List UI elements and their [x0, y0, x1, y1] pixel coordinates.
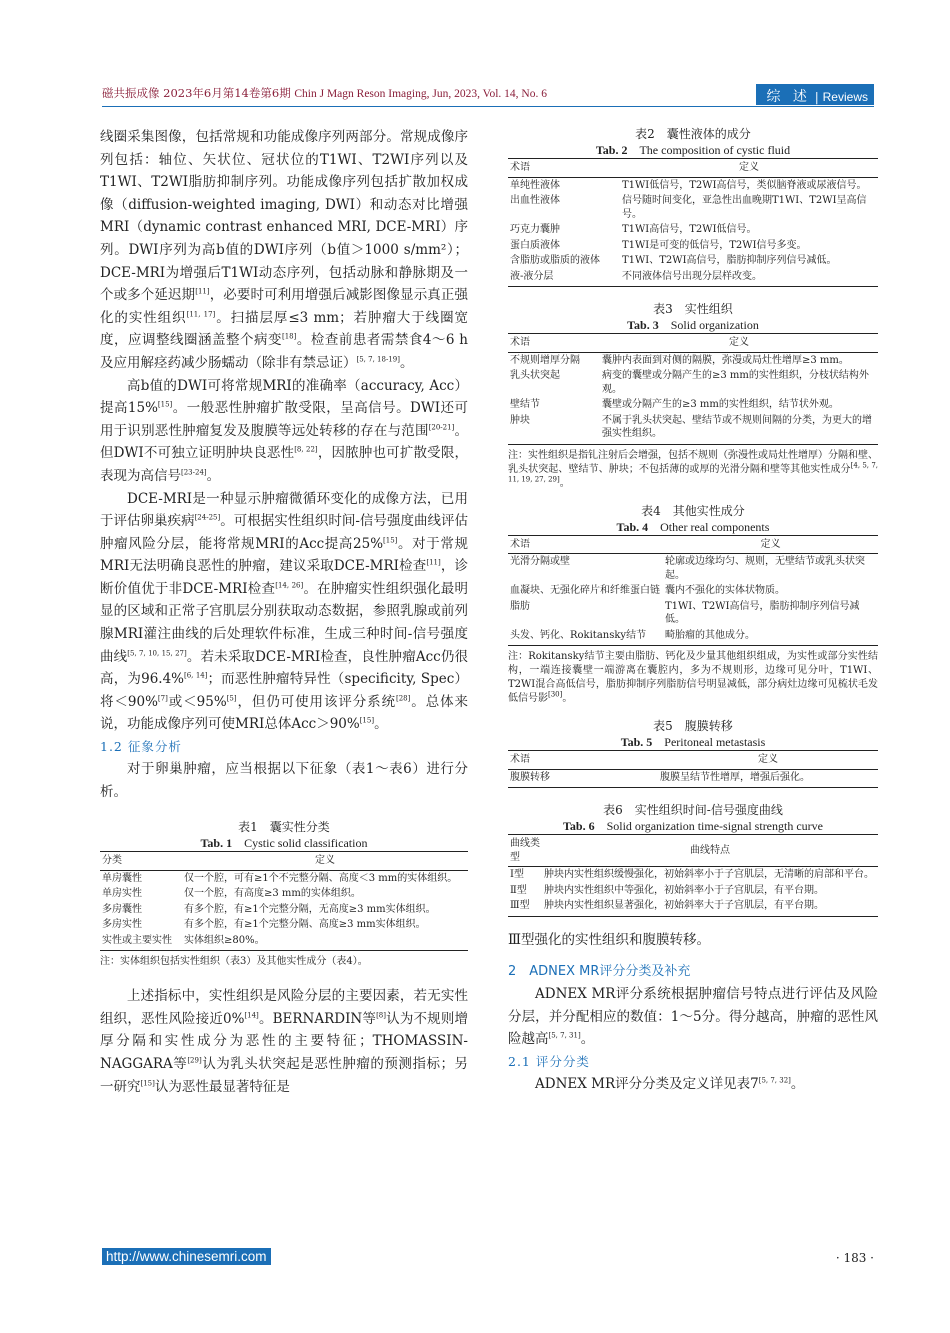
table-definition-cell: T1WI高信号，T2WI低信号。	[622, 224, 757, 235]
table-row	[508, 193, 878, 222]
table-5-grid	[508, 750, 878, 788]
page-number: · 183 ·	[835, 1251, 874, 1265]
website-link[interactable]: http://www.chinesemri.com	[102, 1248, 271, 1265]
table-definition-cell: 病变的囊壁或分隔产生的≥3 mm的实性组织，分枝状结构外观。	[602, 370, 869, 395]
table-term-cell: 单纯性液体	[510, 179, 560, 191]
table-term-cell: 含脂肪或脂质的液体	[510, 255, 600, 266]
table-3-caption-en: Tab. 3 Solid organization	[627, 318, 759, 332]
table-row	[508, 238, 878, 254]
table-row	[508, 769, 878, 788]
paragraph-table7-ref: ADNEX MR评分分类及定义详见表7[5, 7, 32]。	[535, 1075, 805, 1092]
table-definition-cell: 肿块内实性组织缓慢强化，初始斜率小于子宫肌层，无清晰的肩部和平台。	[544, 869, 874, 880]
table-definition-cell: 实体组织≥80%。	[182, 933, 468, 951]
paragraph-continuation: Ⅲ型强化的实性组织和腹膜转移。	[508, 931, 711, 948]
table-term-cell: 头发、钙化、Rokitansky结节	[508, 628, 663, 646]
table-definition-cell: 囊肿内表面到对侧的隔膜，弥漫或局灶性增厚≥3 mm。	[602, 354, 849, 366]
table-term-cell: 液-液分层	[508, 269, 620, 287]
table-term-cell: Ⅱ型	[510, 884, 527, 896]
table-2	[508, 126, 878, 287]
table-4	[508, 503, 878, 707]
table-4-note: 注：Rokitansky结节主要由脂肪、钙化及少量其他组织组成，为实性或部分实性结构，一端连接囊壁一端游离在囊腔内，多为不规则形，边缘可见分叶，T1WI、T2WI混合高低信号，脂肪抑制序列脂肪信号明显减低，部分病灶边缘可见梳状毛发低信号影[30]。	[508, 651, 878, 704]
table-term-cell: 肿块	[508, 413, 600, 445]
table-row	[508, 352, 878, 368]
table-1-note: 注：实体组织包括实性组织（表3）及其他实性成分（表4）。	[100, 956, 368, 968]
table-term-cell: 乳头状突起	[510, 370, 560, 381]
section-separator: |	[814, 90, 819, 104]
table-definition-cell: 畸胎瘤的其他成分。	[663, 628, 878, 646]
issue-zh: 2023年6月第14卷第6期	[163, 86, 291, 100]
table-definition-cell: T1WI低信号，T2WI高信号，类似脑脊液或尿液信号。	[622, 179, 867, 191]
table-1-caption-en: Tab. 1 Cystic solid classification	[200, 836, 368, 851]
table-definition-cell: 仅一个腔，可有≥1个不完整分隔、高度＜3 mm的实体组织。	[184, 872, 458, 884]
table-term-cell: 蛋白质液体	[510, 239, 560, 251]
table-term-cell: 巧克力囊肿	[510, 224, 560, 235]
table-term-cell: 不规则增厚分隔	[510, 354, 580, 366]
table-definition-cell: T1WI是可变的低信号，T2WI信号多变。	[622, 239, 807, 251]
table-5-caption-en: Tab. 5 Peritoneal metastasis	[620, 735, 766, 749]
paragraph-dce-mri: DCE-MRI是一种显示肿瘤微循环变化的成像方法，已用于评估卵巢疾病[24-25]。可根据实性组织时间-信号强度曲线评估肿瘤风险分层，能将常规MRI的Acc提高25%[15]。对于常规MRI无法明确良恶性的肿瘤，建议采取DCE-MRI检查[11]，诊断价值优于非DCE-MRI检查[14, 26]。在肿瘤实性组织强化最明显的区域和正常子宫肌层分别获取动态数据，参照乳腺或前列腺MRI灌注曲线的后处理软件标准，生成三种时间-信号强度曲线[5, 7, 10, 15, 27]。若未采取DCE-MRI检查，良性肿瘤Acc仍很高，为96.4%[6, 14]；而恶性肿瘤特异性（specificity, Spec）将＜90%[7]或＜95%[5]，但仍可使用该评分系统[28]。总体来说，功能成像序列可使MRI总体Acc＞90%[15]。	[100, 490, 469, 733]
table-row	[508, 554, 878, 584]
table-6-caption-en: Tab. 6 Solid organization time-signal strength curve	[563, 819, 823, 833]
table-5	[508, 718, 878, 788]
running-header	[102, 82, 874, 106]
paragraph-imaging-sequences: 线圈采集图像，包括常规和功能成像序列两部分。常规成像序列包括：轴位、矢状位、冠状位的T1WI、T2WI序列以及T1WI、T2WI脂肪抑制序列。功能成像序列包括扩散加权成像（diffusion-weighted imaging, DWI）和动态对比增强MRI（dynamic contrast enhanced MRI, DCE-MRI）序列。DWI序列为高b值的DWI序列（b值＞1000 s/mm²）；DCE-MRI为增强后T1WI动态序列，包括动脉和静脉期及一个或多个延迟期[11]，必要时可利用增强后减影图像显示真正强化的实性组织[11, 17]。扫描层厚≤3 mm；若肿瘤大于线圈宽度，应调整线圈涵盖整个病变[18]。检查前患者需禁食4～6 h及应用解痉药减少肠蠕动（除非有禁忌证）[5, 7, 18-19]。	[100, 129, 469, 371]
table-5-caption-zh: 表5 腹膜转移	[653, 719, 733, 733]
section-badge	[756, 84, 874, 105]
table-term-cell: 出血性液体	[510, 195, 560, 206]
table-term-cell: 实性或主要实性	[100, 933, 182, 951]
table-4-grid	[508, 535, 878, 647]
table-row	[508, 222, 878, 238]
journal-name-en: Chin J Magn Reson Imaging, Jun, 2023, Vol. 14, No. 6	[294, 88, 547, 100]
table-term-cell: 腹膜转移	[508, 769, 658, 788]
section-heading-2-1: 2.1 评分分类	[508, 1053, 590, 1069]
table-6	[508, 802, 878, 917]
section-heading-2: 2 ADNEX MR评分分类及补充	[508, 964, 691, 980]
table-term-cell: Ⅲ型	[508, 898, 542, 916]
table-term-cell: 光滑分隔或壁	[510, 556, 570, 567]
journal-name-zh: 磁共振成像	[102, 86, 160, 100]
table-row	[100, 870, 468, 886]
paragraph-adnex-intro: ADNEX MR评分系统根据肿瘤信号特点进行评估及风险分层，并分配相应的数值：1～5分。得分越高，肿瘤的恶性风险越高[5, 7, 31]。	[508, 986, 878, 1048]
table-3-grid	[508, 333, 878, 445]
table-definition-cell: 仅一个腔，有高度≥3 mm的实体组织。	[184, 888, 361, 900]
table-row	[508, 883, 878, 899]
table-1-grid	[100, 851, 468, 951]
table-definition-cell: 不属于乳头状突起、壁结节或不规则间隔的分类，为更大的增强实性组织。	[600, 413, 878, 445]
section-name-zh: 综 述	[766, 89, 811, 105]
table-header-cell: 定义	[600, 334, 878, 353]
table-header-cell: 术语	[508, 751, 658, 770]
table-row	[508, 867, 878, 883]
section-heading-1-2: 1.2 征象分析	[100, 739, 182, 755]
table-2-caption-en: Tab. 2 The composition of cystic fluid	[595, 143, 791, 157]
table-6-caption-zh: 表6 实性组织时间-信号强度曲线	[603, 803, 783, 817]
table-row	[508, 253, 878, 269]
table-header-cell: 定义	[620, 159, 878, 178]
table-definition-cell: 有多个腔，有≥1个完整分隔、高度≥3 mm实体组织。	[184, 919, 426, 931]
table-row	[508, 898, 878, 916]
table-row	[100, 886, 468, 902]
table-term-cell: 脂肪	[510, 600, 530, 612]
table-term-cell: Ⅰ型	[510, 869, 524, 880]
table-definition-cell: 囊内不强化的实体状物质。	[665, 585, 785, 596]
table-row	[508, 368, 878, 397]
paragraph-solid-tissue: 上述指标中，实性组织是风险分层的主要因素，若无实性组织，恶性风险接近0%[14]。BERNARDIN等[8]认为不规则增厚分隔和实性成分为恶性的主要特征；THOMASSIN-NAGGARA等[29]认为乳头状突起是恶性肿瘤的预测指标；另一研究[15]认为恶性最显著特征是	[100, 988, 468, 1095]
table-4-caption-en: Tab. 4 Other real components	[616, 519, 770, 534]
left-column	[100, 126, 468, 1098]
table-definition-cell: 不同液体信号出现分层样改变。	[620, 269, 878, 287]
table-definition-cell: 信号随时间变化，亚急性出血晚期T1WI、T2WI呈高信号。	[622, 195, 867, 220]
table-row	[100, 917, 468, 933]
table-term-cell: 壁结节	[510, 399, 540, 410]
table-header-cell: 分类	[100, 852, 182, 871]
header-rule	[102, 106, 874, 107]
table-row	[508, 397, 878, 413]
journal-citation	[102, 85, 547, 101]
table-header-cell: 曲线类型	[508, 835, 542, 867]
table-header-cell: 术语	[508, 334, 600, 353]
table-term-cell: 多房囊性	[102, 903, 142, 915]
table-definition-cell: 轮廓或边缘均匀、规则，无壁结节或乳头状突起。	[665, 556, 865, 581]
table-definition-cell: 囊壁或分隔产生的≥3 mm的实性组织，结节状外观。	[602, 399, 839, 410]
table-row	[508, 583, 878, 599]
table-term-cell: 血凝块、无强化碎片和纤维蛋白链	[510, 585, 660, 596]
table-3-note: 注：实性组织是指钆注射后会增强，包括不规则（弥漫性或局灶性增厚）分隔和壁、乳头状突起、壁结节、肿块；不包括薄的或厚的光滑分隔和壁等其他实性成分[4, 5, 7, 11, 19, 27, 29]。	[508, 449, 879, 489]
table-1	[100, 819, 468, 969]
table-definition-cell: T1WI、T2WI高信号，脂肪抑制序列信号减低。	[622, 255, 837, 266]
table-row	[508, 599, 878, 628]
table-term-cell: 单房实性	[102, 888, 142, 900]
table-row	[508, 177, 878, 193]
table-header-cell: 曲线特点	[542, 835, 878, 867]
section-name-en: Reviews	[822, 90, 868, 104]
table-row	[508, 269, 878, 287]
paragraph-dwi: 高b值的DWI可将常规MRI的准确率（accuracy, Acc）提高15%[15]。一般恶性肿瘤扩散受限，呈高信号。DWI还可用于识别恶性肿瘤复发及腹膜等远处转移的存在与范围[20-21]。但DWI不可独立证明肿块良恶性[8, 22]，因脓肿也可扩散受限，表现为高信号[23-24]。	[100, 377, 469, 484]
paragraph-signs-intro: 对于卵巢肿瘤，应当根据以下征象（表1～表6）进行分析。	[100, 761, 468, 800]
table-2-grid	[508, 158, 878, 287]
table-definition-cell: 肿块内实性组织显著强化，初始斜率大于子宫肌层，有平台期。	[542, 898, 878, 916]
table-definition-cell: T1WI、T2WI高信号，脂肪抑制序列信号减低。	[665, 600, 860, 625]
table-row	[508, 628, 878, 646]
table-row	[508, 413, 878, 445]
table-4-caption-zh: 表4 其他实性成分	[641, 503, 745, 518]
table-term-cell: 单房囊性	[102, 872, 142, 884]
table-header-cell: 定义	[658, 751, 878, 770]
table-1-caption-zh: 表1 囊实性分类	[238, 820, 330, 835]
table-2-caption-zh: 表2 囊性液体的成分	[635, 127, 751, 141]
table-term-cell: 多房实性	[102, 919, 142, 931]
table-3-caption-zh: 表3 实性组织	[653, 302, 733, 316]
table-3	[508, 301, 878, 491]
table-header-cell: 定义	[663, 535, 878, 554]
table-definition-cell: 肿块内实性组织中等强化，初始斜率小于子宫肌层，有平台期。	[544, 884, 824, 896]
table-row	[100, 902, 468, 918]
table-6-grid	[508, 834, 878, 917]
table-row	[100, 933, 468, 951]
table-definition-cell: 腹膜呈结节性增厚，增强后强化。	[658, 769, 878, 788]
table-header-cell: 术语	[508, 535, 663, 554]
table-header-cell: 术语	[508, 159, 620, 178]
table-header-cell: 定义	[182, 852, 468, 871]
right-column	[508, 126, 878, 1095]
table-definition-cell: 有多个腔，有≥1个完整分隔，无高度≥3 mm实体组织。	[184, 903, 436, 915]
